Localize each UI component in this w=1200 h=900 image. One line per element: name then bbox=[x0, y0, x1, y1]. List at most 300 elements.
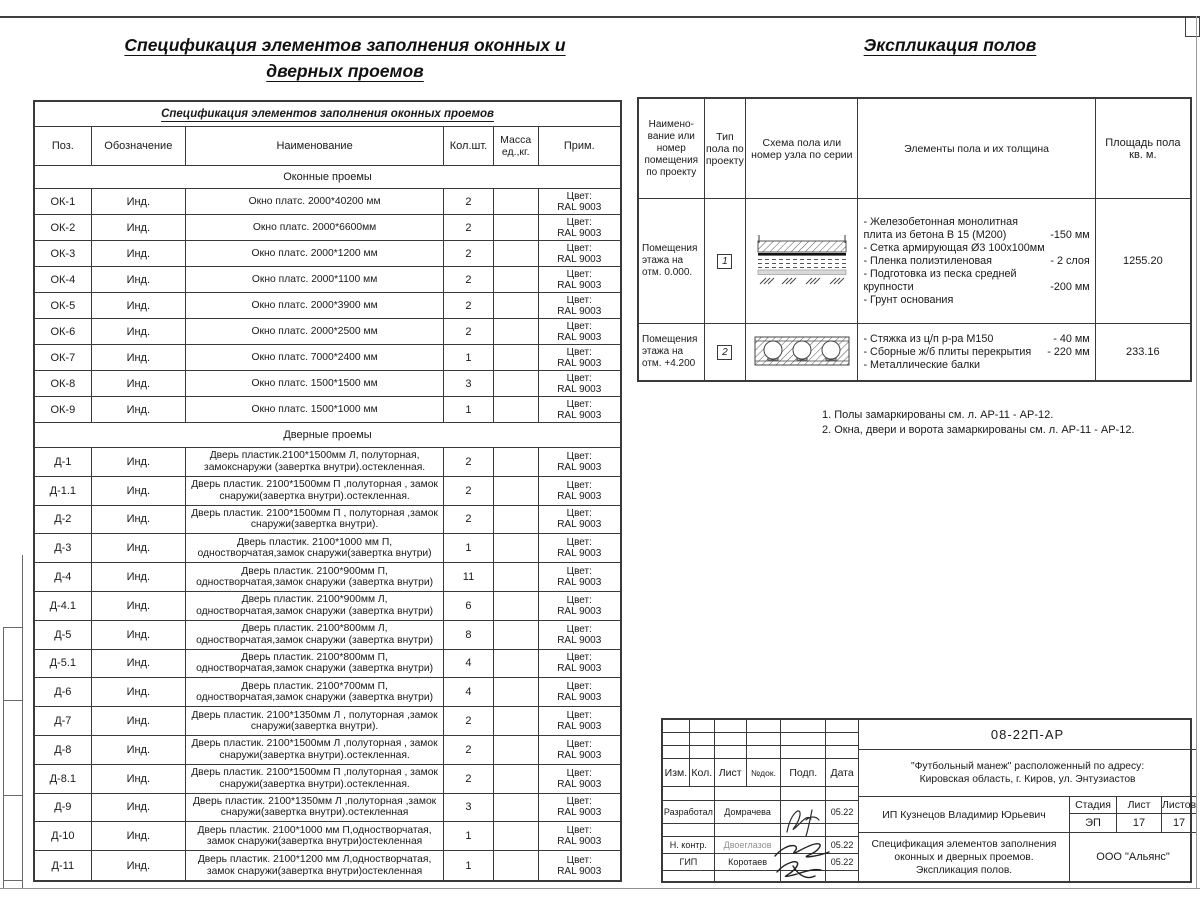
floors-table-row bbox=[639, 199, 1190, 324]
mass-cell bbox=[494, 794, 539, 822]
left-margin-divider bbox=[3, 880, 22, 881]
pos-cell: Д-1 bbox=[35, 448, 92, 476]
mass-cell bbox=[494, 189, 539, 214]
revision-empty-row bbox=[663, 733, 858, 746]
element-thickness: -200 мм bbox=[1050, 280, 1090, 293]
room-cell: Помещения этажа на отм. 0.000. bbox=[639, 199, 705, 323]
note-line: Цвет: bbox=[566, 681, 592, 693]
spec-table-row bbox=[35, 621, 620, 650]
spec-table-row bbox=[35, 822, 620, 851]
signature-cell bbox=[781, 837, 826, 853]
mass-cell bbox=[494, 765, 539, 793]
mass-cell bbox=[494, 397, 539, 422]
note-cell bbox=[539, 736, 620, 764]
qty-cell: 3 bbox=[444, 371, 494, 396]
col-header-mark: Обозначение bbox=[92, 127, 186, 165]
note-line: Цвет: bbox=[566, 566, 592, 578]
title-block-revision-grid bbox=[663, 720, 859, 881]
note-line: RAL 9003 bbox=[557, 836, 602, 848]
floor-element-line bbox=[863, 242, 1089, 255]
pos-cell: ОК-1 bbox=[35, 189, 92, 214]
title-block-main bbox=[859, 720, 1196, 881]
note-line: Цвет: bbox=[566, 796, 592, 808]
spec-title-line1: Спецификация элементов заполнения оконных и bbox=[124, 35, 566, 55]
qty-cell: 2 bbox=[444, 319, 494, 344]
designation-cell: Инд. bbox=[92, 822, 186, 850]
note-cell bbox=[539, 477, 620, 505]
stage-label: Стадия bbox=[1070, 797, 1117, 813]
qty-cell: 1 bbox=[444, 822, 494, 850]
note-cell bbox=[539, 319, 620, 344]
spec-table-row bbox=[35, 293, 620, 319]
designation-cell: Инд. bbox=[92, 621, 186, 649]
room-cell: Помещения этажа на отм. +4.200 bbox=[639, 324, 705, 380]
designation-cell: Инд. bbox=[92, 707, 186, 735]
role-label: Разработал bbox=[663, 801, 715, 823]
col-header-note: Прим. bbox=[563, 140, 595, 152]
pos-cell: ОК-9 bbox=[35, 397, 92, 422]
note-cell bbox=[539, 534, 620, 562]
floor-type-number: 2 bbox=[717, 345, 732, 360]
floor-element-line bbox=[863, 216, 1089, 242]
signature-cell bbox=[781, 801, 826, 823]
sheet-right-border bbox=[1196, 16, 1197, 889]
pos-cell: Д-3 bbox=[35, 534, 92, 562]
note-line: Цвет: bbox=[566, 767, 592, 779]
designation-cell: Инд. bbox=[92, 678, 186, 706]
element-thickness: - 2 слоя bbox=[1050, 254, 1090, 267]
mass-cell bbox=[494, 345, 539, 370]
note-line: Цвет: bbox=[566, 346, 592, 358]
col-doc: №док. bbox=[747, 759, 782, 786]
spec-table-row bbox=[35, 189, 620, 215]
note-line: RAL 9003 bbox=[557, 663, 602, 675]
note-line: RAL 9003 bbox=[557, 749, 602, 761]
floor-element-line bbox=[863, 359, 1089, 372]
designation-cell: Инд. bbox=[92, 794, 186, 822]
designation-cell: Инд. bbox=[92, 189, 186, 214]
name-cell: Дверь пластик. 2100*900мм П, одностворчатая,замок снаружи (завертка внутри) bbox=[186, 563, 444, 591]
note-line: Цвет: bbox=[566, 216, 592, 228]
date-value: 05.22 bbox=[830, 840, 854, 850]
mass-cell bbox=[494, 371, 539, 396]
mass-cell bbox=[494, 563, 539, 591]
note-cell bbox=[539, 397, 620, 422]
qty-cell: 2 bbox=[444, 506, 494, 534]
sheet-top-border bbox=[0, 16, 1200, 18]
note-line: Цвет: bbox=[566, 372, 592, 384]
pos-cell: Д-10 bbox=[35, 822, 92, 850]
note-cell bbox=[539, 267, 620, 292]
left-margin-divider bbox=[3, 627, 22, 628]
spec-table-row bbox=[35, 506, 620, 535]
note-line: RAL 9003 bbox=[557, 807, 602, 819]
name-cell: Окно платс. 2000*1100 мм bbox=[186, 267, 444, 292]
note-line: RAL 9003 bbox=[557, 279, 602, 291]
stage-grid bbox=[1070, 797, 1196, 832]
qty-cell: 4 bbox=[444, 678, 494, 706]
col-header-room: Наимено- вание или номер помещения по проекту bbox=[639, 99, 705, 198]
area-cell: 233.16 bbox=[1126, 346, 1160, 358]
spec-table-row bbox=[35, 765, 620, 794]
mass-cell bbox=[494, 319, 539, 344]
note-cell bbox=[539, 794, 620, 822]
qty-cell: 1 bbox=[444, 397, 494, 422]
floor-element-line bbox=[863, 333, 1089, 346]
designation-cell: Инд. bbox=[92, 477, 186, 505]
element-thickness: - 220 мм bbox=[1047, 345, 1090, 358]
pos-cell: Д-2 bbox=[35, 506, 92, 534]
client-name: ИП Кузнецов Владимир Юрьевич bbox=[859, 797, 1070, 832]
signature-row-ncontrol bbox=[663, 837, 858, 854]
qty-cell: 2 bbox=[444, 241, 494, 266]
mass-cell bbox=[494, 293, 539, 318]
note-line: Цвет: bbox=[566, 242, 592, 254]
floor-scheme-cell bbox=[746, 199, 858, 323]
note-cell bbox=[539, 592, 620, 620]
note-cell bbox=[539, 650, 620, 678]
person-name: Коротаев bbox=[715, 854, 782, 870]
element-thickness: - 40 мм bbox=[1053, 332, 1090, 345]
name-cell: Окно платс. 2000*3900 мм bbox=[186, 293, 444, 318]
spec-table-row bbox=[35, 267, 620, 293]
hollow-core-slab-drawing bbox=[752, 332, 852, 372]
qty-cell: 2 bbox=[444, 477, 494, 505]
spec-table-row bbox=[35, 319, 620, 345]
floors-table-rows bbox=[639, 199, 1190, 380]
col-izm: Изм. bbox=[663, 759, 690, 786]
name-cell: Дверь пластик. 2100*1350мм Л ,полуторная ,замок снаружи(завертка внутри).остекленная bbox=[186, 794, 444, 822]
qty-cell: 1 bbox=[444, 851, 494, 880]
col-header-qty: Кол.шт. bbox=[444, 127, 494, 165]
signature-cell bbox=[781, 854, 826, 870]
name-cell: Дверь пластик. 2100*800мм П, одностворчатая,замок снаружи (завертка внутри) bbox=[186, 650, 444, 678]
note-line: RAL 9003 bbox=[557, 227, 602, 239]
note-line: Цвет: bbox=[566, 320, 592, 332]
note-line: RAL 9003 bbox=[557, 778, 602, 790]
spec-table-row bbox=[35, 707, 620, 736]
col-data: Дата bbox=[830, 766, 854, 779]
name-cell: Окно платс. 1500*1000 мм bbox=[186, 397, 444, 422]
revision-header-row bbox=[663, 759, 858, 787]
note-cell bbox=[539, 822, 620, 850]
qty-cell: 8 bbox=[444, 621, 494, 649]
date-value: 05.22 bbox=[830, 857, 854, 867]
qty-cell: 2 bbox=[444, 765, 494, 793]
col-header-pos: Поз. bbox=[35, 127, 92, 165]
name-cell: Дверь пластик. 2100*1200 мм Л,одностворчатая, замок снаружи(завертка внутри)остекленная bbox=[186, 851, 444, 880]
designation-cell: Инд. bbox=[92, 563, 186, 591]
note-line: RAL 9003 bbox=[557, 519, 602, 531]
note-line: RAL 9003 bbox=[557, 634, 602, 646]
note-line: Цвет: bbox=[566, 738, 592, 750]
note-line: Цвет: bbox=[566, 854, 592, 866]
pos-cell: Д-5 bbox=[35, 621, 92, 649]
element-text: - Железобетонная монолитная плита из бетона В 15 (М200) bbox=[863, 215, 1018, 241]
designation-cell: Инд. bbox=[92, 592, 186, 620]
note-line: RAL 9003 bbox=[557, 461, 602, 473]
note-line: RAL 9003 bbox=[557, 865, 602, 877]
spec-table-row bbox=[35, 592, 620, 621]
floors-note-line: 2. Окна, двери и ворота замаркированы см. л. АР-11 - АР-12. bbox=[822, 424, 1135, 436]
note-line: RAL 9003 bbox=[557, 357, 602, 369]
qty-cell: 4 bbox=[444, 650, 494, 678]
pos-cell: ОК-8 bbox=[35, 371, 92, 396]
note-line: Цвет: bbox=[566, 450, 592, 462]
note-cell bbox=[539, 371, 620, 396]
floor-element-line bbox=[863, 294, 1089, 307]
signature-empty-row bbox=[663, 824, 858, 837]
qty-cell: 2 bbox=[444, 707, 494, 735]
designation-cell: Инд. bbox=[92, 397, 186, 422]
date-value: 05.22 bbox=[830, 807, 854, 817]
role-label: Н. контр. bbox=[663, 837, 715, 853]
note-line: Цвет: bbox=[566, 294, 592, 306]
mass-cell bbox=[494, 592, 539, 620]
note-line: RAL 9003 bbox=[557, 201, 602, 213]
left-margin-divider bbox=[3, 795, 22, 796]
element-text: - Грунт основания bbox=[863, 293, 954, 306]
floors-table-row bbox=[639, 324, 1190, 380]
pos-cell: Д-9 bbox=[35, 794, 92, 822]
col-kol: Кол. bbox=[690, 759, 715, 786]
pos-cell: Д-5.1 bbox=[35, 650, 92, 678]
note-line: RAL 9003 bbox=[557, 409, 602, 421]
note-line: RAL 9003 bbox=[557, 721, 602, 733]
qty-cell: 3 bbox=[444, 794, 494, 822]
floor-type-cell bbox=[705, 199, 747, 323]
designation-cell: Инд. bbox=[92, 650, 186, 678]
pos-cell: Д-8 bbox=[35, 736, 92, 764]
col-list: Лист bbox=[715, 759, 747, 786]
name-cell: Дверь пластик. 2100*1500мм П ,полуторная , замок снаружи(завертка внутри).остекленная. bbox=[186, 477, 444, 505]
person-name: Домрачева bbox=[715, 801, 782, 823]
project-address-line2: Кировская область, г. Киров, ул. Энтузиастов bbox=[919, 774, 1136, 785]
pos-cell: Д-8.1 bbox=[35, 765, 92, 793]
note-cell bbox=[539, 293, 620, 318]
mass-cell bbox=[494, 506, 539, 534]
spec-table-row bbox=[35, 477, 620, 506]
col-header-type: Тип пола по проекту bbox=[705, 99, 747, 198]
spec-title-line2: дверных проемов bbox=[266, 61, 424, 81]
left-margin-line bbox=[22, 555, 23, 888]
designation-cell: Инд. bbox=[92, 241, 186, 266]
note-line: Цвет: bbox=[566, 710, 592, 722]
designation-cell: Инд. bbox=[92, 371, 186, 396]
revision-empty-row bbox=[663, 720, 858, 733]
role-label: ГИП bbox=[663, 854, 715, 870]
pos-cell: Д-4 bbox=[35, 563, 92, 591]
note-line: RAL 9003 bbox=[557, 605, 602, 617]
spec-table-row bbox=[35, 397, 620, 423]
signature-row-developer bbox=[663, 801, 858, 824]
name-cell: Окно платс. 2000*2500 мм bbox=[186, 319, 444, 344]
project-address-line1: "Футбольный манеж" расположенный по адресу: bbox=[910, 760, 1145, 772]
note-cell bbox=[539, 765, 620, 793]
document-number: 08-22П-АР bbox=[859, 720, 1196, 750]
note-line: RAL 9003 bbox=[557, 577, 602, 589]
note-line: Цвет: bbox=[566, 652, 592, 664]
designation-cell: Инд. bbox=[92, 267, 186, 292]
spec-section-title: Оконные проемы bbox=[35, 166, 620, 189]
name-cell: Дверь пластик. 2100*700мм П, одностворчатая,замок снаружи (завертка внутри) bbox=[186, 678, 444, 706]
mass-cell bbox=[494, 621, 539, 649]
col-header-elements: Элементы пола и их толщина bbox=[858, 99, 1095, 198]
pos-cell: Д-6 bbox=[35, 678, 92, 706]
note-cell bbox=[539, 678, 620, 706]
col-header-mass: Масса ед.,кг. bbox=[494, 127, 539, 165]
floor-scheme-cell bbox=[746, 324, 858, 380]
spec-table-header-row bbox=[35, 127, 620, 166]
spec-table-caption: Спецификация элементов заполнения оконных проемов bbox=[35, 102, 620, 127]
name-cell: Окно платс. 2000*1200 мм bbox=[186, 241, 444, 266]
element-text: - Металлические балки bbox=[863, 358, 981, 371]
qty-cell: 2 bbox=[444, 215, 494, 240]
note-cell bbox=[539, 851, 620, 880]
qty-cell: 2 bbox=[444, 448, 494, 476]
pos-cell: ОК-7 bbox=[35, 345, 92, 370]
sheets-value: 17 bbox=[1172, 817, 1186, 829]
designation-cell: Инд. bbox=[92, 765, 186, 793]
qty-cell: 6 bbox=[444, 592, 494, 620]
designation-cell: Инд. bbox=[92, 448, 186, 476]
organization-name: ООО "Альянс" bbox=[1096, 851, 1170, 863]
name-cell: Дверь пластик. 2100*1350мм Л , полуторная ,замок снаружи(завертка внутри). bbox=[186, 707, 444, 735]
note-line: RAL 9003 bbox=[557, 383, 602, 395]
name-cell: Дверь пластик. 2100*1500мм Л ,полуторная , замок снаружи(завертка внутри).остекленная. bbox=[186, 736, 444, 764]
note-line: RAL 9003 bbox=[557, 490, 602, 502]
stage-value: ЭП bbox=[1070, 814, 1117, 832]
qty-cell: 2 bbox=[444, 293, 494, 318]
spec-table-row bbox=[35, 371, 620, 397]
pos-cell: Д-1.1 bbox=[35, 477, 92, 505]
note-cell bbox=[539, 215, 620, 240]
floor-element-line bbox=[863, 255, 1089, 268]
name-cell: Дверь пластик. 2100*1000 мм П,одностворчатая, замок снаружи(завертка внутри)остекленная bbox=[186, 822, 444, 850]
spec-table-row bbox=[35, 534, 620, 563]
qty-cell: 2 bbox=[444, 267, 494, 292]
spec-table bbox=[33, 100, 622, 882]
col-podp: Подп. bbox=[781, 759, 826, 786]
note-cell bbox=[539, 621, 620, 649]
qty-cell: 11 bbox=[444, 563, 494, 591]
designation-cell: Инд. bbox=[92, 851, 186, 880]
spec-table-row bbox=[35, 851, 620, 880]
sheets-label: Листов bbox=[1162, 799, 1197, 811]
element-text: - Сборные ж/б плиты перекрытия bbox=[863, 345, 1032, 358]
note-line: Цвет: bbox=[566, 508, 592, 520]
designation-cell: Инд. bbox=[92, 319, 186, 344]
mass-cell bbox=[494, 534, 539, 562]
pos-cell: ОК-2 bbox=[35, 215, 92, 240]
spec-table-row bbox=[35, 736, 620, 765]
qty-cell: 1 bbox=[444, 345, 494, 370]
project-address bbox=[859, 750, 1196, 797]
designation-cell: Инд. bbox=[92, 293, 186, 318]
note-line: RAL 9003 bbox=[557, 305, 602, 317]
pos-cell: Д-4.1 bbox=[35, 592, 92, 620]
person-name: Двоеглазов bbox=[715, 837, 782, 853]
spec-table-row bbox=[35, 678, 620, 707]
note-line: Цвет: bbox=[566, 479, 592, 491]
sheet-bottom-border bbox=[0, 888, 1200, 889]
element-text: - Пленка полиэтиленовая bbox=[863, 254, 992, 267]
element-text: - Подготовка из песка средней крупности bbox=[863, 267, 1017, 293]
left-margin-divider bbox=[3, 700, 22, 701]
pos-cell: Д-11 bbox=[35, 851, 92, 880]
designation-cell: Инд. bbox=[92, 736, 186, 764]
note-line: Цвет: bbox=[566, 268, 592, 280]
designation-cell: Инд. bbox=[92, 506, 186, 534]
note-line: RAL 9003 bbox=[557, 548, 602, 560]
spec-table-row bbox=[35, 563, 620, 592]
pos-cell: ОК-5 bbox=[35, 293, 92, 318]
mass-cell bbox=[494, 448, 539, 476]
col-header-scheme: Схема пола или номер узла по серии bbox=[746, 99, 858, 198]
note-cell bbox=[539, 563, 620, 591]
mass-cell bbox=[494, 707, 539, 735]
floor-type-cell bbox=[705, 324, 747, 380]
slab-on-ground-drawing bbox=[752, 234, 852, 288]
floor-elements-cell bbox=[858, 199, 1095, 323]
floors-notes bbox=[822, 408, 1135, 438]
floor-type-number: 1 bbox=[717, 254, 732, 269]
spec-table-row bbox=[35, 650, 620, 679]
pos-cell: ОК-3 bbox=[35, 241, 92, 266]
mass-cell bbox=[494, 851, 539, 880]
spec-section-title: Дверные проемы bbox=[35, 423, 620, 448]
col-header-area: Площадь пола кв. м. bbox=[1105, 136, 1181, 161]
name-cell: Окно платс. 7000*2400 мм bbox=[186, 345, 444, 370]
note-cell bbox=[539, 241, 620, 266]
pos-cell: ОК-4 bbox=[35, 267, 92, 292]
mass-cell bbox=[494, 477, 539, 505]
note-line: RAL 9003 bbox=[557, 331, 602, 343]
col-header-name: Наименование bbox=[186, 127, 444, 165]
qty-cell: 2 bbox=[444, 736, 494, 764]
note-line: Цвет: bbox=[566, 623, 592, 635]
name-cell: Окно платс. 2000*6600мм bbox=[186, 215, 444, 240]
area-cell: 1255.20 bbox=[1122, 255, 1163, 267]
sheet-title: Спецификация элементов заполнения оконных и дверных проемов. Экспликация полов. bbox=[859, 833, 1070, 881]
note-line: Цвет: bbox=[566, 594, 592, 606]
signature-row-gip bbox=[663, 854, 858, 871]
sheet-corner-box bbox=[1185, 18, 1200, 37]
floors-table-header-row bbox=[639, 99, 1190, 199]
sheet-label: Лист bbox=[1117, 797, 1162, 813]
floor-element-line bbox=[863, 346, 1089, 359]
mass-cell bbox=[494, 267, 539, 292]
note-line: Цвет: bbox=[566, 537, 592, 549]
designation-cell: Инд. bbox=[92, 534, 186, 562]
floors-page-title: Экспликация полов bbox=[863, 35, 1037, 55]
pos-cell: Д-7 bbox=[35, 707, 92, 735]
spec-page-title bbox=[55, 32, 635, 84]
note-cell bbox=[539, 448, 620, 476]
note-cell bbox=[539, 189, 620, 214]
note-line: Цвет: bbox=[566, 825, 592, 837]
spec-table-row bbox=[35, 345, 620, 371]
mass-cell bbox=[494, 736, 539, 764]
element-thickness: -150 мм bbox=[1050, 228, 1090, 241]
floors-table bbox=[637, 97, 1192, 382]
title-block bbox=[661, 718, 1197, 883]
signature-empty-row bbox=[663, 871, 858, 881]
note-line: Цвет: bbox=[566, 190, 592, 202]
spec-table-row bbox=[35, 241, 620, 267]
name-cell: Дверь пластик. 2100*1000 мм П, одностворчатая,замок снаружи(завертка внутри) bbox=[186, 534, 444, 562]
floors-note-line: 1. Полы замаркированы см. л. АР-11 - АР-12. bbox=[822, 409, 1054, 421]
